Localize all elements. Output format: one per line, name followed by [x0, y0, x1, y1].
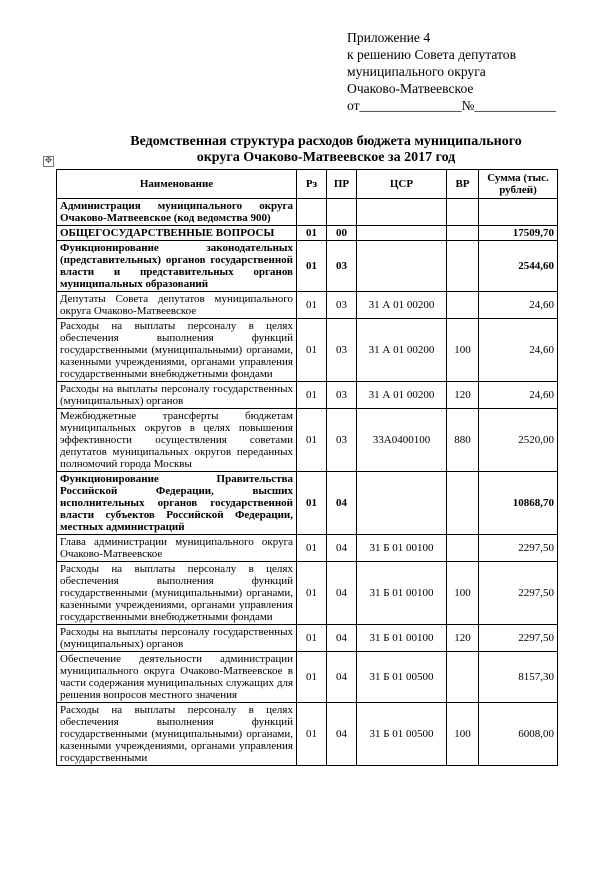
- cell-sum: [479, 199, 558, 226]
- cell-pr: 04: [327, 562, 357, 625]
- cell-pr: [327, 199, 357, 226]
- cell-rz: 01: [297, 562, 327, 625]
- appendix-line: от_______________№____________: [347, 98, 557, 113]
- table-row: [57, 562, 558, 625]
- header-name: Наименование: [57, 170, 297, 199]
- cell-name: Глава администрации муниципального округа Очаково-Матвеевское: [57, 535, 297, 562]
- cell-csr: 31 А 01 00200: [357, 292, 447, 319]
- cell-name: Функционирование законодательных (представительных) органов государственной власти и представительных органов муниципальных образований: [57, 241, 297, 292]
- cell-vr: 100: [447, 703, 479, 766]
- cell-name: Администрация муниципального округа Очаково-Матвеевское (код ведомства 900): [57, 199, 297, 226]
- cell-rz: 01: [297, 241, 327, 292]
- cell-name: ОБЩЕГОСУДАРСТВЕННЫЕ ВОПРОСЫ: [57, 226, 297, 241]
- cell-sum: 6008,00: [479, 703, 558, 766]
- cell-rz: 01: [297, 652, 327, 703]
- cell-csr: [357, 226, 447, 241]
- cell-vr: 120: [447, 382, 479, 409]
- cell-name: Межбюджетные трансферты бюджетам муниципальных округов в целях повышения эффективности осуществления советами депутатов муниципальных округов переданных полномочий города Москвы: [57, 409, 297, 472]
- cell-rz: 01: [297, 382, 327, 409]
- cell-name: Расходы на выплаты персоналу государственных (муниципальных) органов: [57, 382, 297, 409]
- cell-name: Функционирование Правительства Российской Федерации, высших исполнительных органов государственной власти субъектов Российской Федерации, местных администраций: [57, 472, 297, 535]
- table-row: [57, 292, 558, 319]
- header-vr: ВР: [447, 170, 479, 199]
- cell-rz: [297, 199, 327, 226]
- table-row: [57, 226, 558, 241]
- page-bottom-margin: [0, 852, 604, 873]
- cell-name: Расходы на выплаты персоналу государственных (муниципальных) органов: [57, 625, 297, 652]
- cell-sum: 24,60: [479, 292, 558, 319]
- appendix-line: Приложение 4: [347, 30, 431, 45]
- cell-csr: 31 А 01 00200: [357, 382, 447, 409]
- cell-sum: 2544,60: [479, 241, 558, 292]
- cell-csr: 31 Б 01 00500: [357, 703, 447, 766]
- cell-rz: 01: [297, 409, 327, 472]
- cell-pr: 03: [327, 382, 357, 409]
- header-rz: Рз: [297, 170, 327, 199]
- cell-vr: 120: [447, 625, 479, 652]
- cell-csr: [357, 472, 447, 535]
- cell-csr: 31 Б 01 00100: [357, 535, 447, 562]
- cell-csr: 31 А 01 00200: [357, 319, 447, 382]
- cell-csr: 31 Б 01 00500: [357, 652, 447, 703]
- table-row: [57, 472, 558, 535]
- table-header-row: [57, 170, 558, 199]
- appendix-line: к решению Совета депутатов: [347, 47, 516, 62]
- table-row: [57, 703, 558, 766]
- cell-sum: 2520,00: [479, 409, 558, 472]
- cell-vr: 100: [447, 562, 479, 625]
- cell-vr: [447, 472, 479, 535]
- cell-name: Расходы на выплаты персоналу в целях обеспечения выполнения функций государственными (муниципальными) органами, казенными учреждениями, органами управления государственными внебюджетными фондами: [57, 319, 297, 382]
- cell-vr: [447, 199, 479, 226]
- cell-vr: 100: [447, 319, 479, 382]
- cell-sum: 2297,50: [479, 625, 558, 652]
- cell-sum: 2297,50: [479, 535, 558, 562]
- cell-csr: 33А0400100: [357, 409, 447, 472]
- cell-pr: 00: [327, 226, 357, 241]
- cell-name: Расходы на выплаты персоналу в целях обеспечения выполнения функций государственными (муниципальными) органами, казенными учреждениями, органами управления государственными: [57, 703, 297, 766]
- title-line-1: Ведомственная структура расходов бюджета муниципального: [130, 134, 522, 149]
- cell-vr: [447, 226, 479, 241]
- cell-rz: 01: [297, 625, 327, 652]
- header-csr: ЦСР: [357, 170, 447, 199]
- cell-sum: 17509,70: [479, 226, 558, 241]
- cell-vr: [447, 535, 479, 562]
- table-row: [57, 409, 558, 472]
- table-row: [57, 241, 558, 292]
- appendix-line: муниципального округа: [347, 64, 486, 79]
- cell-name: Депутаты Совета депутатов муниципального округа Очаково-Матвеевское: [57, 292, 297, 319]
- table-move-handle-icon[interactable]: ✥: [44, 156, 53, 166]
- cell-sum: 24,60: [479, 382, 558, 409]
- cell-vr: 880: [447, 409, 479, 472]
- cell-rz: 01: [297, 292, 327, 319]
- table-row: [57, 319, 558, 382]
- cell-sum: 2297,50: [479, 562, 558, 625]
- budget-table: [56, 169, 558, 766]
- cell-pr: 04: [327, 535, 357, 562]
- header-sum: Сумма (тыс. рублей): [479, 170, 558, 199]
- table-row: [57, 535, 558, 562]
- cell-pr: 03: [327, 409, 357, 472]
- cell-csr: 31 Б 01 00100: [357, 562, 447, 625]
- cell-pr: 04: [327, 625, 357, 652]
- cell-rz: 01: [297, 472, 327, 535]
- cell-rz: 01: [297, 319, 327, 382]
- table-row: [57, 199, 558, 226]
- table-row: [57, 625, 558, 652]
- cell-name: Расходы на выплаты персоналу в целях обеспечения выполнения функций государственными (муниципальными) органами, казенными учреждениями, органами управления государственными внебюджетными фондами: [57, 562, 297, 625]
- cell-csr: [357, 199, 447, 226]
- title-line-2: округа Очаково-Матвеевское за 2017 год: [196, 150, 456, 165]
- cell-pr: 03: [327, 319, 357, 382]
- cell-pr: 04: [327, 472, 357, 535]
- cell-sum: 24,60: [479, 319, 558, 382]
- cell-sum: 8157,30: [479, 652, 558, 703]
- cell-name: Обеспечение деятельности администрации муниципального округа Очаково-Матвеевское в части содержания муниципальных служащих для решения вопросов местного значения: [57, 652, 297, 703]
- cell-pr: 04: [327, 652, 357, 703]
- cell-rz: 01: [297, 703, 327, 766]
- document-title: [60, 134, 592, 166]
- cell-rz: 01: [297, 226, 327, 241]
- appendix-block: [347, 29, 556, 114]
- cell-pr: 04: [327, 703, 357, 766]
- cell-pr: 03: [327, 292, 357, 319]
- cell-csr: 31 Б 01 00100: [357, 625, 447, 652]
- cell-rz: 01: [297, 535, 327, 562]
- cell-vr: [447, 292, 479, 319]
- appendix-line: Очаково-Матвеевское: [347, 81, 474, 96]
- cell-vr: [447, 241, 479, 292]
- cell-pr: 03: [327, 241, 357, 292]
- table-row: [57, 382, 558, 409]
- cell-vr: [447, 652, 479, 703]
- header-pr: ПР: [327, 170, 357, 199]
- cell-sum: 10868,70: [479, 472, 558, 535]
- cell-csr: [357, 241, 447, 292]
- table-row: [57, 652, 558, 703]
